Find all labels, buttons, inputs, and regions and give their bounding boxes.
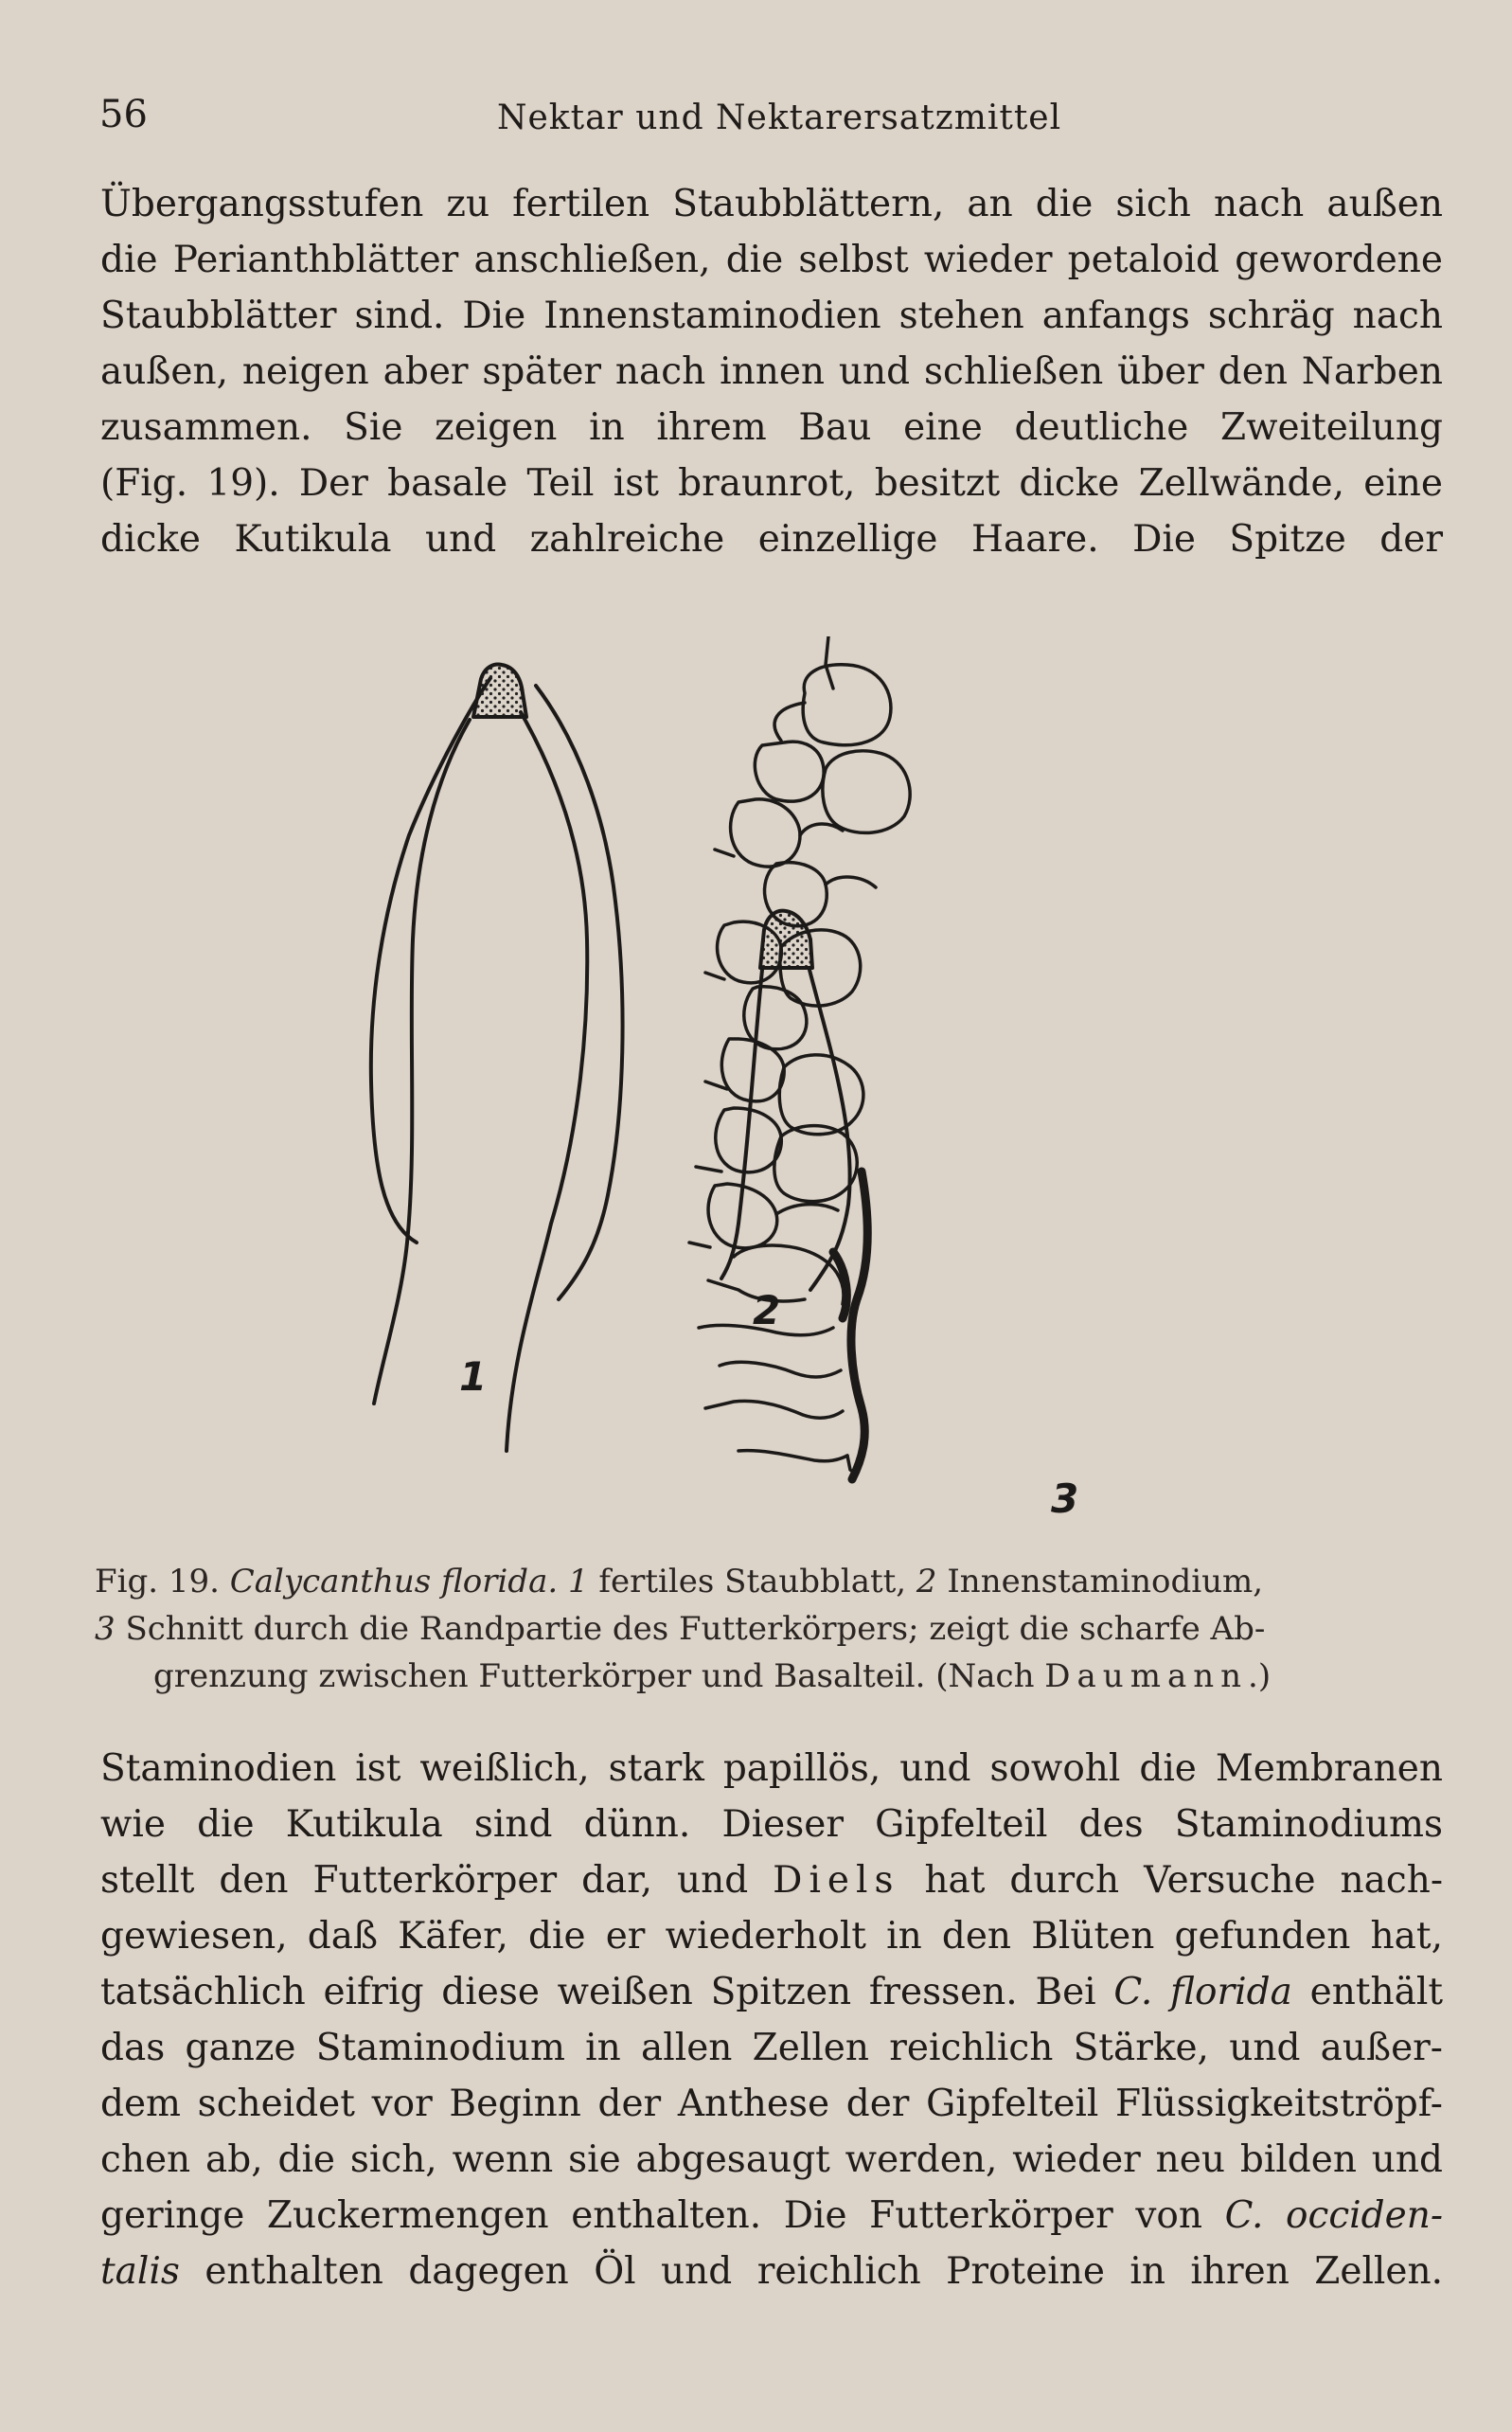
caption-author: Daumann [1044, 1657, 1249, 1695]
text-line: dem scheidet vor Beginn der Anthese der Gipfelteil Flüssigkeitströpf- [100, 2083, 1443, 2125]
text-line [100, 1964, 1443, 2020]
staminode-drawing [721, 911, 850, 1290]
caption-num-2: 2 [916, 1563, 937, 1600]
caption-line [95, 1605, 1439, 1653]
paragraph-top [100, 176, 1443, 567]
text-line: (Fig. 19). Der basale Teil ist braunrot, besitzt dicke Zellwände, eine [100, 462, 1443, 505]
figure-label-2: 2 [753, 1287, 781, 1333]
caption-text-1: fertiles Staubblatt, [598, 1563, 907, 1600]
text-line: wie die Kutikula sind dünn. Dieser Gipfelteil des Staminodiums [100, 1803, 1443, 1846]
botanical-illustration [331, 636, 1183, 1546]
text-span: enthalten dagegen Öl und reichlich Proteine in ihren Zellen. [205, 2250, 1443, 2293]
figure-19-drawing [331, 636, 1183, 1546]
species-name: talis [100, 2250, 180, 2293]
caption-line [95, 1558, 1439, 1605]
species-name: C. florida [1113, 1971, 1292, 2013]
figure-caption [95, 1558, 1439, 1700]
caption-num-3: 3 [95, 1610, 116, 1648]
text-span: tatsächlich eifrig diese weißen Spitzen fressen. Bei [100, 1971, 1096, 2013]
caption-line [95, 1653, 1439, 1700]
caption-species: Calycanthus florida. [229, 1563, 559, 1600]
caption-text-5: .) [1248, 1657, 1272, 1695]
stamen-drawing [371, 665, 623, 1451]
page-number: 56 [99, 93, 148, 136]
text-line: außen, neigen aber später nach innen und schließen über den Narben [100, 350, 1443, 393]
caption-fig-number: Fig. 19. [95, 1563, 220, 1600]
text-span: enthält [1309, 1971, 1443, 2013]
text-span: geringe Zuckermengen enthalten. Die Futterkörper von [100, 2194, 1203, 2237]
running-title: Nektar und Nektarersatzmittel [497, 98, 1062, 137]
caption-text-2: Innenstaminodium, [947, 1563, 1264, 1600]
figure-label-1: 1 [459, 1353, 488, 1400]
page-header [99, 93, 1444, 150]
text-line: die Perianthblätter anschließen, die selbst wieder petaloid gewordene [100, 239, 1443, 281]
text-line [100, 2188, 1443, 2244]
figure-label-3: 3 [1051, 1475, 1079, 1522]
text-line: Staminodien ist weißlich, stark papillös, und sowohl die Membranen [100, 1747, 1443, 1790]
text-line: das ganze Staminodium in allen Zellen reichlich Stärke, und außer- [100, 2027, 1443, 2069]
author-diels: Diels [773, 1859, 900, 1902]
caption-num-1: 1 [567, 1563, 589, 1600]
caption-text-3: Schnitt durch die Randpartie des Futterkörpers; zeigt die scharfe Ab- [125, 1610, 1266, 1648]
text-span: hat durch Versuche nach- [924, 1859, 1443, 1902]
basal-part-lines [833, 1171, 867, 1479]
text-line: dicke Kutikula und zahlreiche einzellige Haare. Die Spitze der [100, 518, 1443, 561]
caption-text-4: grenzung zwischen Futterkörper und Basalteil. (Nach [153, 1657, 1035, 1695]
text-span: stellt den Futterkörper dar, und [100, 1859, 749, 1902]
paragraph-bottom [100, 1741, 1443, 2299]
text-line: Staubblätter sind. Die Innenstaminodien stehen anfangs schräg nach [100, 295, 1443, 337]
text-line: chen ab, die sich, wenn sie abgesaugt werden, wieder neu bilden und [100, 2138, 1443, 2181]
tissue-section-drawing [689, 636, 910, 1475]
text-line: gewiesen, daß Käfer, die er wiederholt in den Blüten gefunden hat, [100, 1915, 1443, 1958]
text-line [100, 1852, 1443, 1908]
species-name: C. occiden- [1224, 2194, 1443, 2237]
text-line [100, 2244, 1443, 2299]
text-line: zusammen. Sie zeigen in ihrem Bau eine deutliche Zweiteilung [100, 406, 1443, 449]
text-line: Übergangsstufen zu fertilen Staubblättern, an die sich nach außen [100, 183, 1443, 225]
